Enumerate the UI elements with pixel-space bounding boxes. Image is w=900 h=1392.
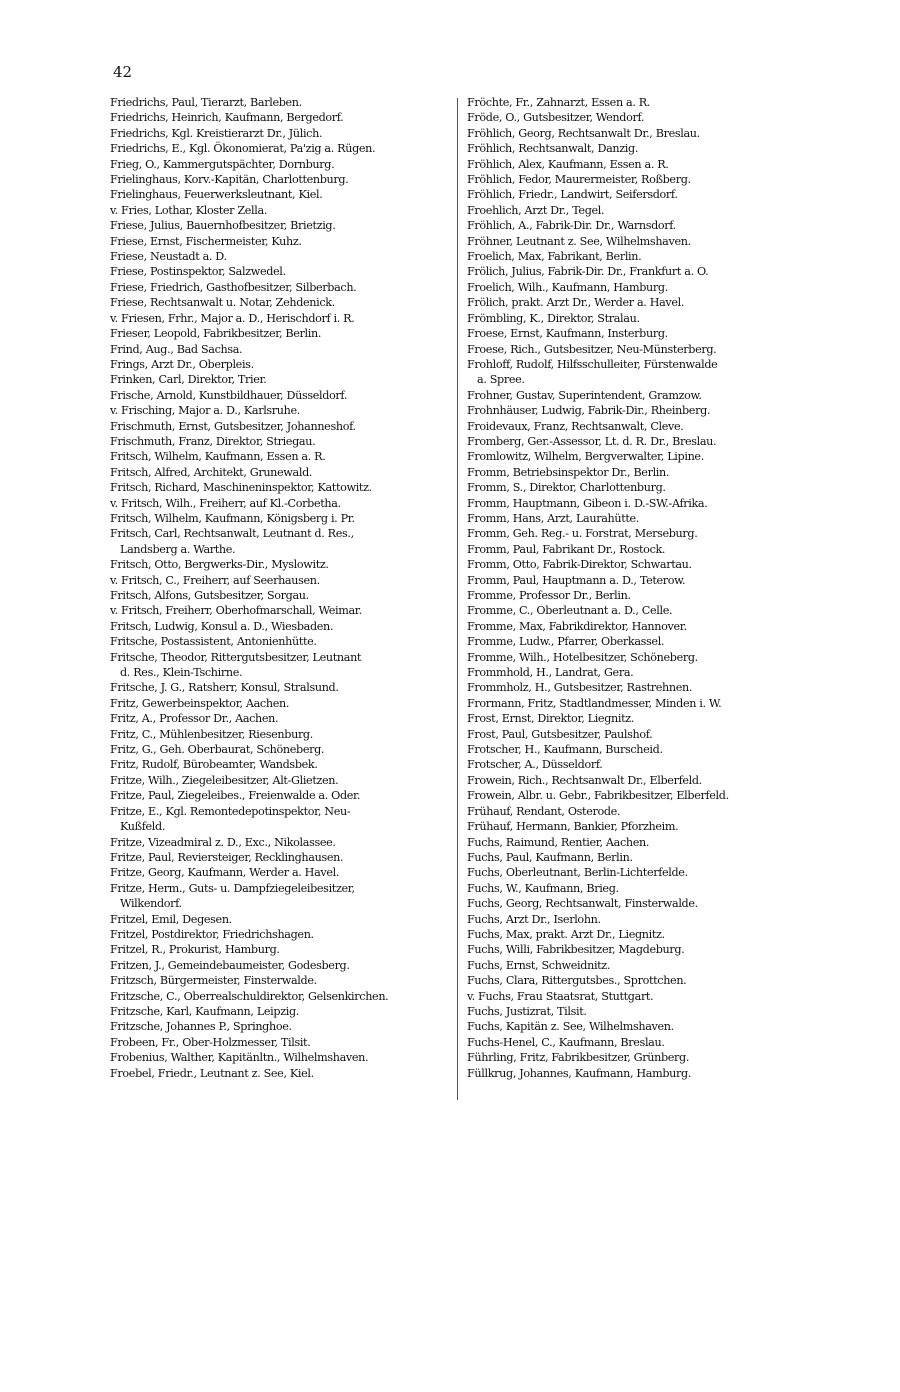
- directory-entry: [467, 665, 812, 680]
- entry-text: Fuchs, Justizrat, Tilsit.: [467, 1004, 587, 1018]
- directory-entry: [467, 1066, 812, 1081]
- directory-entry: [110, 958, 448, 973]
- directory-entry: [467, 942, 812, 957]
- directory-entry: [467, 927, 812, 942]
- entry-text: v. Friesen, Frhr., Major a. D., Herischdorf i. R.: [110, 311, 355, 325]
- entry-text: Frischmuth, Franz, Direktor, Striegau.: [110, 434, 316, 448]
- directory-entry: [110, 1035, 448, 1050]
- directory-entry: [467, 1019, 812, 1034]
- entry-text: Fuchs, Georg, Rechtsanwalt, Finsterwalde.: [467, 897, 698, 911]
- entry-text: Friese, Rechtsanwalt u. Notar, Zehdenick.: [110, 296, 335, 310]
- entry-text: Fritsch, Carl, Rechtsanwalt, Leutnant d. Res.,: [110, 527, 354, 541]
- directory-entry: [110, 865, 448, 880]
- directory-entry: [467, 896, 812, 911]
- entry-text: Frölich, Julius, Fabrik-Dir. Dr., Frankfurt a. O.: [467, 265, 709, 279]
- entry-text: Fritsch, Ludwig, Konsul a. D., Wiesbaden.: [110, 619, 334, 633]
- entry-text: Frielinghaus, Feuerwerksleutnant, Kiel.: [110, 188, 323, 202]
- directory-entry: [467, 496, 812, 511]
- directory-entry: [110, 942, 448, 957]
- directory-entry: [110, 419, 448, 434]
- entry-text: Fritze, Herm., Guts- u. Dampfziegeleibesitzer,: [110, 881, 355, 895]
- directory-entry: [110, 742, 448, 757]
- entry-text: Frowein, Albr. u. Gebr., Fabrikbesitzer, Elberfeld.: [467, 789, 729, 803]
- directory-entry: [467, 526, 812, 541]
- entry-text: Frotscher, H., Kaufmann, Burscheid.: [467, 743, 663, 757]
- directory-entry: [110, 696, 448, 711]
- entry-text: Fröhlich, A., Fabrik-Dir. Dr., Warnsdorf.: [467, 219, 676, 233]
- entry-text: Fritz, Gewerbeinspektor, Aachen.: [110, 696, 290, 710]
- directory-entry: [467, 218, 812, 233]
- entry-text: Fröhlich, Rechtsanwalt, Danzig.: [467, 142, 639, 156]
- directory-entry: [110, 434, 448, 449]
- entry-text: Fröhner, Leutnant z. See, Wilhelmshaven.: [467, 234, 691, 248]
- entry-text: Friedrichs, Kgl. Kreistierarzt Dr., Jülich.: [110, 126, 323, 140]
- entry-text: Fritsch, Otto, Bergwerks-Dir., Myslowitz.: [110, 558, 329, 572]
- directory-entry: [467, 264, 812, 279]
- directory-entry: [467, 110, 812, 125]
- directory-entry: [110, 249, 448, 264]
- entry-text: Fritsche, Theodor, Rittergutsbesitzer, Leutnant: [110, 650, 362, 664]
- entry-text: Fröhlich, Fedor, Maurermeister, Roßberg.: [467, 173, 691, 187]
- entry-text: Frölich, prakt. Arzt Dr., Werder a. Havel.: [467, 296, 685, 310]
- directory-entry: [467, 326, 812, 341]
- entry-text: Frohner, Gustav, Superintendent, Gramzow.: [467, 388, 702, 402]
- directory-entry: [110, 126, 448, 141]
- entry-text: Fröhlich, Friedr., Landwirt, Seifersdorf.: [467, 188, 678, 202]
- directory-entry: [110, 496, 448, 511]
- directory-entry: [467, 203, 812, 218]
- entry-text: Fritzel, R., Prokurist, Hamburg.: [110, 943, 280, 957]
- entry-text: v. Fuchs, Frau Staatsrat, Stuttgart.: [467, 989, 654, 1003]
- entry-text: v. Frisching, Major a. D., Karlsruhe.: [110, 404, 300, 418]
- directory-entry: [467, 480, 812, 495]
- entry-text: Fuchs, Ernst, Schweidnitz.: [467, 958, 611, 972]
- directory-entry: [467, 881, 812, 896]
- directory-entry: [467, 1050, 812, 1065]
- entry-text: v. Fritsch, Wilh., Freiherr, auf Kl.-Corbetha.: [110, 496, 341, 510]
- directory-entry: [110, 804, 448, 835]
- directory-entry: [467, 835, 812, 850]
- entry-continuation: d. Res., Klein-Tschirne.: [120, 666, 243, 680]
- entry-text: Fritzsche, Johannes P., Springhoe.: [110, 1020, 292, 1034]
- directory-entry: [467, 234, 812, 249]
- entry-text: Fritze, Vizeadmiral z. D., Exc., Nikolassee.: [110, 835, 336, 849]
- entry-text: Frühauf, Rendant, Osterode.: [467, 804, 621, 818]
- directory-entry: [467, 619, 812, 634]
- entry-text: Fuchs, Arzt Dr., Iserlohn.: [467, 912, 601, 926]
- entry-text: Fromm, Paul, Fabrikant Dr., Rostock.: [467, 542, 666, 556]
- entry-text: Fromm, Betriebsinspektor Dr., Berlin.: [467, 465, 670, 479]
- directory-entry: [110, 1050, 448, 1065]
- directory-entry: [110, 157, 448, 172]
- directory-entry: [467, 588, 812, 603]
- entry-text: Fritz, G., Geh. Oberbaurat, Schöneberg.: [110, 743, 325, 757]
- entry-text: Frormann, Fritz, Stadtlandmesser, Minden i. W.: [467, 696, 722, 710]
- entry-text: Fuchs-Henel, C., Kaufmann, Breslau.: [467, 1035, 665, 1049]
- directory-entry: [110, 187, 448, 202]
- directory-entry: [110, 650, 448, 681]
- entry-text: Fuchs, Paul, Kaufmann, Berlin.: [467, 850, 633, 864]
- entry-text: Fromm, Hauptmann, Gibeon i. D.-SW.-Afrika.: [467, 496, 708, 510]
- entry-text: Füllkrug, Johannes, Kaufmann, Hamburg.: [467, 1066, 692, 1080]
- directory-entry: [467, 727, 812, 742]
- entry-text: Fritsch, Alfons, Gutsbesitzer, Sorgau.: [110, 589, 309, 602]
- entry-text: Fromm, Geh. Reg.- u. Forstrat, Merseburg.: [467, 527, 698, 541]
- directory-entry: [110, 110, 448, 125]
- entry-text: Frost, Paul, Gutsbesitzer, Paulshof.: [467, 727, 653, 741]
- directory-entry: [467, 434, 812, 449]
- directory-entry: [467, 141, 812, 156]
- directory-entry: [467, 357, 812, 388]
- entry-text: Frömbling, K., Direktor, Stralau.: [467, 311, 640, 325]
- entry-text: Froidevaux, Franz, Rechtsanwalt, Cleve.: [467, 419, 684, 433]
- entry-text: Fröhlich, Georg, Rechtsanwalt Dr., Breslau.: [467, 126, 700, 140]
- entry-text: Frohnhäuser, Ludwig, Fabrik-Dir., Rheinberg.: [467, 404, 711, 418]
- entry-text: Fromme, Ludw., Pfarrer, Oberkassel.: [467, 635, 665, 649]
- directory-entry: [467, 511, 812, 526]
- directory-entry: [110, 326, 448, 341]
- entry-text: Fritze, E., Kgl. Remontedepotinspektor, Neu-: [110, 804, 351, 818]
- directory-entry: [110, 850, 448, 865]
- entry-text: Frinken, Carl, Direktor, Trier.: [110, 373, 267, 387]
- entry-text: Fromm, Otto, Fabrik-Direktor, Schwartau.: [467, 558, 692, 572]
- entry-text: Fritze, Paul, Reviersteiger, Recklinghausen.: [110, 850, 344, 864]
- entry-text: Fromlowitz, Wilhelm, Bergverwalter, Lipine.: [467, 450, 704, 464]
- directory-entry: [110, 449, 448, 464]
- entry-text: Fromm, Hans, Arzt, Laurahütte.: [467, 511, 639, 525]
- entry-text: Führling, Fritz, Fabrikbesitzer, Grünberg.: [467, 1051, 690, 1065]
- directory-entry: [467, 958, 812, 973]
- entry-text: Fuchs, W., Kaufmann, Brieg.: [467, 881, 619, 895]
- directory-entry: [110, 680, 448, 695]
- directory-entry: [467, 912, 812, 927]
- entry-text: Fritzel, Emil, Degesen.: [110, 912, 232, 926]
- entry-text: Fuchs, Oberleutnant, Berlin-Lichterfelde.: [467, 866, 688, 880]
- entry-text: Fromme, Professor Dr., Berlin.: [467, 589, 631, 602]
- directory-entry: [467, 573, 812, 588]
- directory-entry: [467, 1004, 812, 1019]
- directory-entry: [467, 419, 812, 434]
- entry-text: Fritsche, J. G., Ratsherr, Konsul, Stralsund.: [110, 681, 339, 695]
- directory-entry: [110, 172, 448, 187]
- entry-text: Fritsch, Alfred, Architekt, Grunewald.: [110, 465, 313, 479]
- entry-text: Frieg, O., Kammergutspächter, Dornburg.: [110, 157, 335, 171]
- entry-text: Fritz, Rudolf, Bürobeamter, Wandsbek.: [110, 758, 318, 772]
- entry-text: Frommholz, H., Gutsbesitzer, Rastrehnen.: [467, 681, 693, 695]
- directory-entry: [467, 865, 812, 880]
- directory-entry: [110, 1066, 448, 1081]
- directory-entry: [110, 465, 448, 480]
- directory-entry: [110, 757, 448, 772]
- directory-entry: [467, 172, 812, 187]
- directory-entry: [467, 603, 812, 618]
- entry-text: Froese, Rich., Gutsbesitzer, Neu-Münsterberg.: [467, 342, 717, 356]
- directory-entry: [110, 1004, 448, 1019]
- entry-text: Frind, Aug., Bad Sachsa.: [110, 342, 243, 356]
- directory-entry: [110, 603, 448, 618]
- entry-text: Friedrichs, E., Kgl. Ökonomierat, Pa'zig a. Rügen.: [110, 142, 376, 156]
- directory-entry: [467, 465, 812, 480]
- column-divider: [457, 98, 458, 1100]
- entry-text: Fromm, Paul, Hauptmann a. D., Teterow.: [467, 573, 686, 587]
- directory-entry: [110, 727, 448, 742]
- directory-entry: [467, 388, 812, 403]
- entry-text: Fritzsche, C., Oberrealschuldirektor, Gelsenkirchen.: [110, 989, 389, 1003]
- entry-text: Frielinghaus, Korv.-Kapitän, Charlottenburg.: [110, 173, 349, 187]
- entry-text: Fritsch, Richard, Maschineninspektor, Kattowitz.: [110, 481, 372, 495]
- directory-entry: [110, 1019, 448, 1034]
- directory-entry: [467, 757, 812, 772]
- directory-entry: [467, 280, 812, 295]
- directory-entry: [467, 711, 812, 726]
- entry-text: Frischmuth, Ernst, Gutsbesitzer, Johanneshof.: [110, 419, 356, 433]
- entry-text: Froehlich, Arzt Dr., Tegel.: [467, 203, 605, 217]
- entry-text: v. Fritsch, Freiherr, Oberhofmarschall, Weimar.: [110, 604, 362, 618]
- directory-entry: [467, 542, 812, 557]
- directory-entry: [110, 927, 448, 942]
- directory-entry: [110, 264, 448, 279]
- directory-entry: [467, 1035, 812, 1050]
- directory-entry: [110, 711, 448, 726]
- directory-entry: [467, 650, 812, 665]
- entry-text: Friese, Julius, Bauernhofbesitzer, Brietzig.: [110, 219, 336, 233]
- entry-text: Fuchs, Max, prakt. Arzt Dr., Liegnitz.: [467, 927, 665, 941]
- directory-entry: [467, 819, 812, 834]
- entry-text: Friese, Neustadt a. D.: [110, 250, 227, 264]
- entry-text: Froelich, Max, Fabrikant, Berlin.: [467, 250, 642, 264]
- entry-text: Fritz, C., Mühlenbesitzer, Riesenburg.: [110, 727, 313, 741]
- directory-entry: [110, 311, 448, 326]
- entry-text: v. Fritsch, C., Freiherr, auf Seerhausen.: [110, 573, 320, 587]
- entry-text: Fritze, Paul, Ziegeleibes., Freienwalde a. Oder.: [110, 789, 361, 803]
- directory-entry: [110, 357, 448, 372]
- directory-entry: [467, 157, 812, 172]
- directory-entry: [467, 850, 812, 865]
- entry-text: Fröhlich, Alex, Kaufmann, Essen a. R.: [467, 157, 669, 171]
- directory-entry: [467, 680, 812, 695]
- directory-entry: [467, 295, 812, 310]
- entry-text: Frobenius, Walther, Kapitänltn., Wilhelmshaven.: [110, 1051, 369, 1065]
- directory-entry: [110, 788, 448, 803]
- entry-text: Fuchs, Willi, Fabrikbesitzer, Magdeburg.: [467, 943, 685, 957]
- directory-entry: [110, 511, 448, 526]
- directory-entry: [110, 480, 448, 495]
- directory-entry: [110, 372, 448, 387]
- directory-entry: [110, 141, 448, 156]
- entry-text: Fuchs, Raimund, Rentier, Aachen.: [467, 835, 650, 849]
- entry-text: Fritze, Georg, Kaufmann, Werder a. Havel.: [110, 866, 340, 880]
- directory-entry: [110, 989, 448, 1004]
- entry-continuation: Landsberg a. Warthe.: [120, 542, 236, 556]
- directory-entry: [110, 835, 448, 850]
- entry-text: Friedrichs, Paul, Tierarzt, Barleben.: [110, 96, 302, 109]
- entry-text: Fuchs, Clara, Rittergutsbes., Sprottchen.: [467, 974, 687, 988]
- directory-entry: [110, 403, 448, 418]
- entry-text: Frohloff, Rudolf, Hilfsschulleiter, Fürstenwalde: [467, 357, 718, 371]
- directory-entry: [110, 280, 448, 295]
- directory-entry: [467, 187, 812, 202]
- entry-text: Friese, Ernst, Fischermeister, Kuhz.: [110, 234, 302, 248]
- entry-text: Fromme, Wilh., Hotelbesitzer, Schöneberg.: [467, 650, 698, 664]
- entry-text: Fromberg, Ger.-Assessor, Lt. d. R. Dr., Breslau.: [467, 434, 717, 448]
- entry-text: Fromm, S., Direktor, Charlottenburg.: [467, 481, 666, 495]
- directory-entry: [467, 126, 812, 141]
- entry-text: Fuchs, Kapitän z. See, Wilhelmshaven.: [467, 1020, 674, 1034]
- entry-text: Fromme, Max, Fabrikdirektor, Hannover.: [467, 619, 687, 633]
- directory-entry: [110, 342, 448, 357]
- directory-entry: [110, 634, 448, 649]
- entry-text: Fröchte, Fr., Zahnarzt, Essen a. R.: [467, 96, 651, 109]
- entry-text: Frost, Ernst, Direktor, Liegnitz.: [467, 712, 634, 726]
- directory-entry: [110, 218, 448, 233]
- directory-entry: [110, 95, 448, 110]
- directory-entry: [110, 773, 448, 788]
- directory-entry: [467, 403, 812, 418]
- left-column: [110, 95, 448, 1081]
- directory-entry: [467, 696, 812, 711]
- directory-entry: [467, 311, 812, 326]
- entry-text: Fritsch, Wilhelm, Kaufmann, Essen a. R.: [110, 450, 326, 464]
- directory-entry: [467, 788, 812, 803]
- directory-entry: [467, 342, 812, 357]
- entry-text: Frische, Arnold, Kunstbildhauer, Düsseldorf.: [110, 388, 348, 402]
- entry-text: Frings, Arzt Dr., Oberpleis.: [110, 357, 254, 371]
- entry-continuation: a. Spree.: [477, 373, 525, 387]
- directory-entry: [467, 449, 812, 464]
- entry-text: v. Fries, Lothar, Kloster Zella.: [110, 203, 268, 217]
- directory-entry: [110, 295, 448, 310]
- entry-text: Fritzel, Postdirektor, Friedrichshagen.: [110, 927, 314, 941]
- entry-text: Fritsche, Postassistent, Antonienhütte.: [110, 635, 317, 649]
- entry-continuation: Wilkendorf.: [120, 897, 182, 911]
- directory-entry: [467, 773, 812, 788]
- entry-text: Fritzen, J., Gemeindebaumeister, Godesberg.: [110, 958, 350, 972]
- entry-text: Friese, Postinspektor, Salzwedel.: [110, 265, 286, 279]
- directory-entry: [110, 912, 448, 927]
- entry-text: Frieser, Leopold, Fabrikbesitzer, Berlin.: [110, 327, 322, 341]
- directory-entry: [467, 973, 812, 988]
- entry-text: Froelich, Wilh., Kaufmann, Hamburg.: [467, 280, 668, 294]
- entry-text: Friedrichs, Heinrich, Kaufmann, Bergedorf.: [110, 111, 344, 125]
- directory-entry: [467, 804, 812, 819]
- directory-entry: [110, 526, 448, 557]
- directory-entry: [110, 973, 448, 988]
- directory-entry: [467, 634, 812, 649]
- directory-entry: [110, 388, 448, 403]
- entry-text: Friese, Friedrich, Gasthofbesitzer, Silberbach.: [110, 280, 357, 294]
- directory-entry: [110, 203, 448, 218]
- directory-entry: [110, 588, 448, 603]
- entry-text: Frühauf, Hermann, Bankier, Pforzheim.: [467, 820, 679, 834]
- directory-entry: [467, 989, 812, 1004]
- entry-text: Fritze, Wilh., Ziegeleibesitzer, Alt-Glietzen.: [110, 773, 339, 787]
- directory-entry: [467, 557, 812, 572]
- entry-text: Fritzsch, Bürgermeister, Finsterwalde.: [110, 974, 317, 988]
- directory-entry: [110, 619, 448, 634]
- entry-text: Fritzsche, Karl, Kaufmann, Leipzig.: [110, 1004, 299, 1018]
- entry-text: Frowein, Rich., Rechtsanwalt Dr., Elberfeld.: [467, 773, 702, 787]
- entry-text: Fröde, O., Gutsbesitzer, Wendorf.: [467, 111, 645, 125]
- entry-text: Froebel, Friedr., Leutnant z. See, Kiel.: [110, 1066, 314, 1080]
- directory-entry: [467, 95, 812, 110]
- directory-entry: [467, 249, 812, 264]
- entry-text: Frobeen, Fr., Ober-Holzmesser, Tilsit.: [110, 1035, 311, 1049]
- directory-entry: [110, 573, 448, 588]
- page-number: 42: [113, 63, 133, 81]
- entry-text: Frotscher, A., Düsseldorf.: [467, 758, 603, 772]
- entry-text: Fritz, A., Professor Dr., Aachen.: [110, 712, 279, 726]
- entry-text: Frommhold, H., Landrat, Gera.: [467, 666, 634, 680]
- directory-entry: [110, 557, 448, 572]
- directory-entry: [467, 742, 812, 757]
- entry-text: Froese, Ernst, Kaufmann, Insterburg.: [467, 327, 668, 341]
- entry-continuation: Kußfeld.: [120, 820, 166, 834]
- right-column: [467, 95, 812, 1081]
- directory-entry: [110, 234, 448, 249]
- entry-text: Fritsch, Wilhelm, Kaufmann, Königsberg i. Pr.: [110, 511, 355, 525]
- directory-entry: [110, 881, 448, 912]
- entry-text: Fromme, C., Oberleutnant a. D., Celle.: [467, 604, 673, 618]
